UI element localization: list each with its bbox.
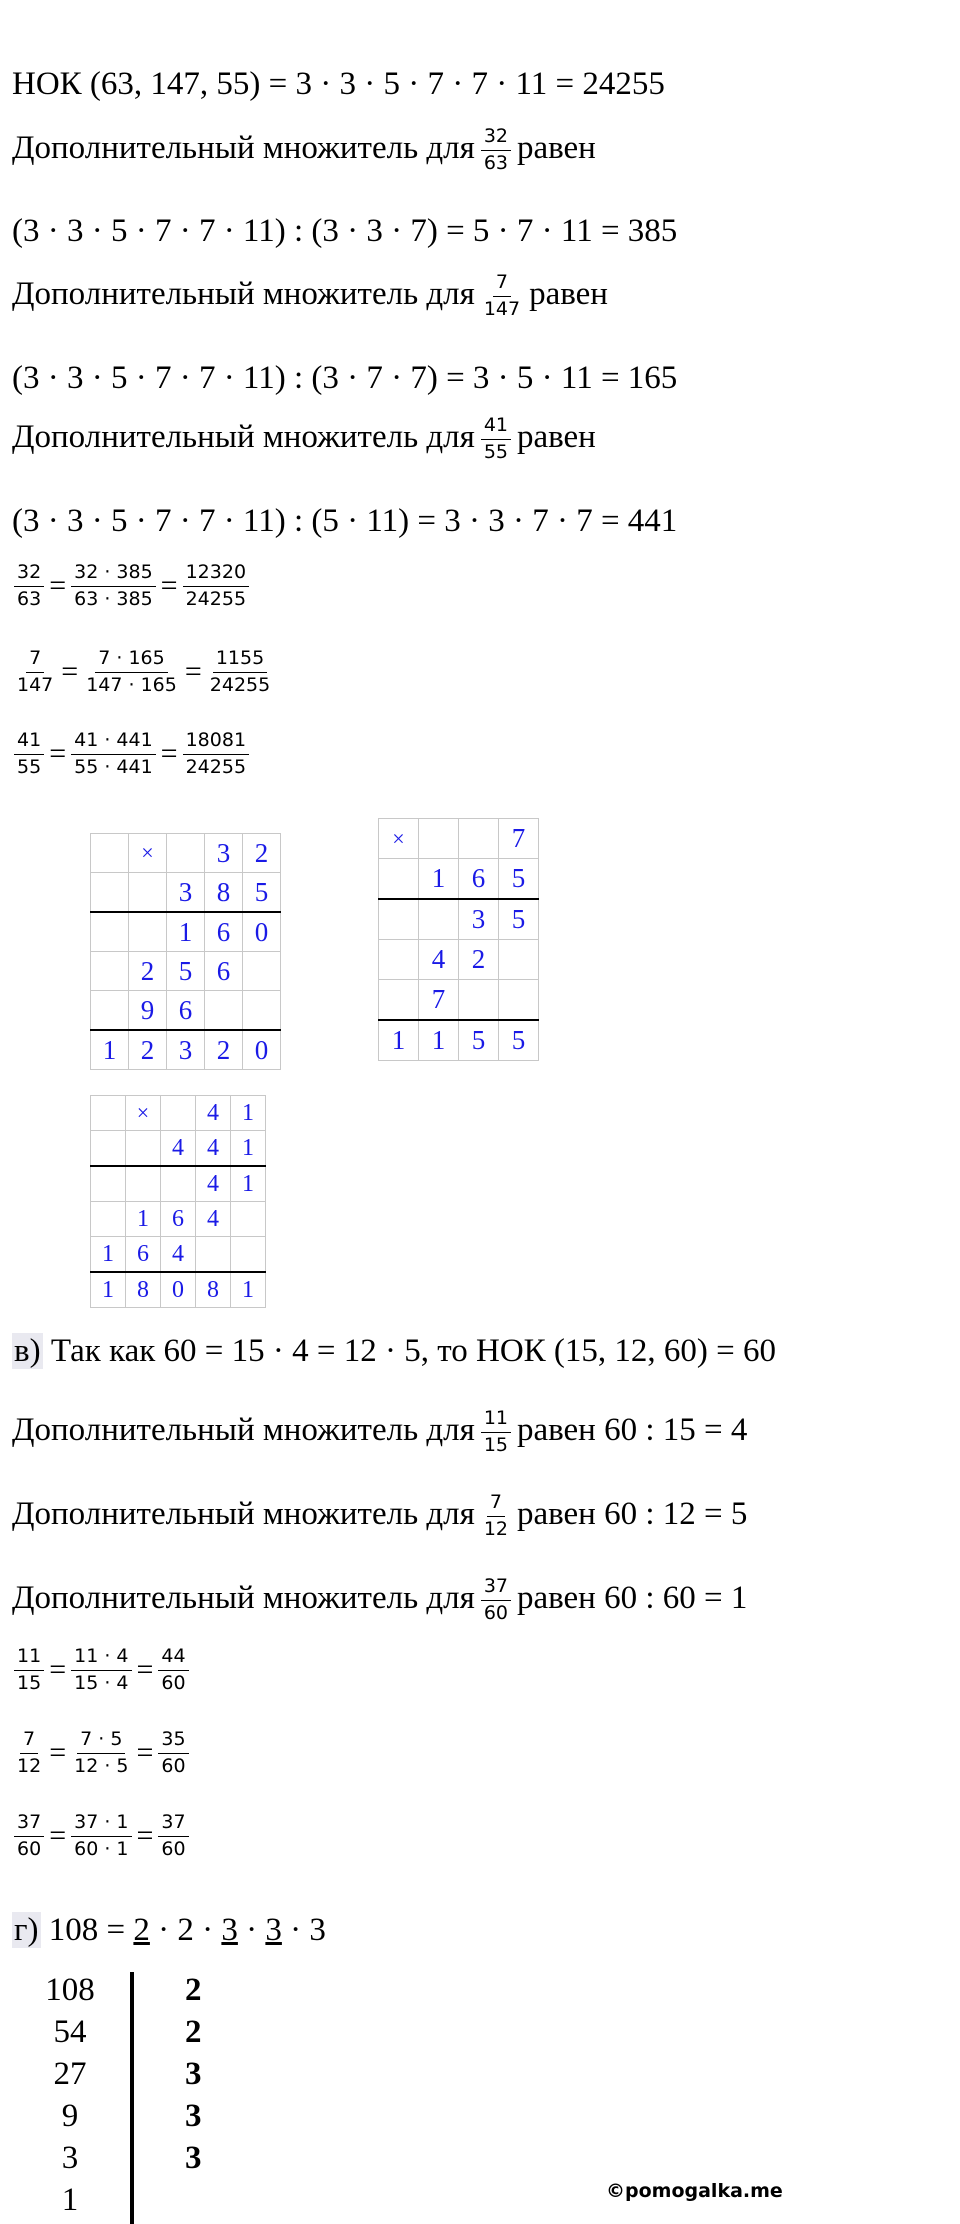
part-v-label: в)	[14, 1333, 41, 1369]
grid-row	[379, 980, 539, 1021]
grid-cell: 1	[231, 1166, 266, 1202]
grid-row	[91, 991, 281, 1031]
grid-cell: 5	[167, 952, 205, 991]
grid-cell	[231, 1237, 266, 1273]
dividend: 27	[53, 2056, 87, 2092]
grid-cell: 5	[243, 873, 281, 913]
grid-cell: 5	[459, 1020, 499, 1061]
grid-cell: ×	[379, 819, 419, 859]
grid-cell	[379, 940, 419, 980]
grid-cell: 1	[231, 1272, 266, 1308]
grid-row	[91, 1030, 281, 1070]
grid-cell: 2	[129, 1030, 167, 1070]
grid-cell: 0	[161, 1272, 196, 1308]
prime-factor: 2	[185, 2014, 202, 2050]
grid-cell	[91, 873, 129, 913]
dividend: 54	[53, 2014, 87, 2050]
grid-cell: 6	[167, 991, 205, 1031]
grid-row	[91, 834, 281, 873]
factorization-table	[30, 1972, 250, 2224]
grid-row	[91, 952, 281, 991]
multiplication-grid-41x441	[90, 1095, 266, 1308]
multiplier-line-3	[12, 415, 596, 464]
grid-cell	[161, 1166, 196, 1202]
grid-cell	[126, 1166, 161, 1202]
grid-cell: 2	[459, 940, 499, 980]
grid-cell	[126, 1131, 161, 1167]
lcm-line: НОК (63, 147, 55) = 3 · 3 · 5 · 7 · 7 · 11 = 24255	[12, 66, 665, 102]
prime-factor: 3	[185, 2140, 202, 2176]
grid-cell: 4	[419, 940, 459, 980]
fraction-conversion-1: $\frac{32}{63}$ = $\frac{32 \cdot 385}{63 \cdot 385}$ = $\frac{12320}{24255}$	[12, 562, 251, 611]
grid-cell: ×	[126, 1096, 161, 1131]
fraction-conversion-v1: $\frac{11}{15}$ = $\frac{11 \cdot 4}{15 \cdot 4}$ = $\frac{44}{60}$	[12, 1646, 191, 1695]
grid-cell: 4	[196, 1096, 231, 1131]
dividend: 1	[61, 2182, 79, 2218]
grid-cell: 6	[205, 952, 243, 991]
multiplication-grid-32x385	[90, 833, 281, 1070]
grid-cell: 2	[205, 1030, 243, 1070]
grid-cell	[91, 912, 129, 952]
multiplier-suffix: равен	[517, 129, 596, 166]
prime-factor: 3	[185, 2056, 202, 2092]
grid-cell	[161, 1096, 196, 1131]
grid-cell: 8	[126, 1272, 161, 1308]
grid-cell	[91, 1166, 126, 1202]
grid-cell	[129, 912, 167, 952]
dividend: 9	[61, 2098, 79, 2134]
fraction: $\frac{37}{60}$	[481, 1576, 511, 1625]
grid-row	[91, 873, 281, 913]
grid-cell	[91, 1131, 126, 1167]
prime-factor: 2	[185, 1972, 202, 2008]
grid-cell: 6	[161, 1202, 196, 1237]
fraction-conversion-3: $\frac{41}{55}$ = $\frac{41 \cdot 441}{55 \cdot 441}$ = $\frac{18081}{24255}$	[12, 730, 251, 779]
grid-cell: 3	[167, 873, 205, 913]
grid-cell	[196, 1237, 231, 1273]
fraction-conversion-v3: $\frac{37}{60}$ = $\frac{37 \cdot 1}{60 \cdot 1}$ = $\frac{37}{60}$	[12, 1812, 191, 1861]
grid-cell: 1	[91, 1030, 129, 1070]
multiplier-suffix: равен	[529, 275, 608, 312]
grid-cell: 1	[419, 859, 459, 900]
grid-cell: 3	[459, 899, 499, 940]
grid-cell	[459, 980, 499, 1021]
grid-cell	[379, 899, 419, 940]
grid-cell: 2	[129, 952, 167, 991]
grid-cell	[499, 980, 539, 1021]
grid-cell	[419, 899, 459, 940]
grid-cell: 2	[243, 834, 281, 873]
grid-cell: 4	[161, 1237, 196, 1273]
part-v-heading	[12, 1335, 776, 1368]
grid-cell: 1	[231, 1096, 266, 1131]
grid-cell	[91, 834, 129, 873]
grid-row	[379, 1020, 539, 1061]
grid-cell: 1	[379, 1020, 419, 1061]
multiplication-grid-7x165	[378, 818, 539, 1061]
grid-cell: 3	[205, 834, 243, 873]
grid-cell	[243, 991, 281, 1031]
grid-cell	[91, 952, 129, 991]
part-g-label: г)	[14, 1912, 39, 1948]
grid-cell	[167, 834, 205, 873]
multiplier-prefix: Дополнительный множитель для	[12, 129, 475, 166]
grid-cell: 8	[196, 1272, 231, 1308]
multiplier-prefix: Дополнительный множитель для	[12, 418, 475, 455]
grid-row	[91, 1237, 266, 1273]
grid-row	[91, 1131, 266, 1167]
grid-row	[91, 1166, 266, 1202]
grid-cell	[129, 873, 167, 913]
grid-cell: 7	[419, 980, 459, 1021]
prime-factor: 3	[185, 2098, 202, 2134]
grid-cell: 0	[243, 1030, 281, 1070]
part-v-text: Так как 60 = 15 · 4 = 12 · 5, то НОК (15, 12, 60) = 60	[42, 1333, 777, 1369]
fraction-conversion-2: $\frac{7}{147}$ = $\frac{7 \cdot 165}{147 \cdot 165}$ = $\frac{1155}{24255}$	[17, 647, 271, 696]
grid-cell	[205, 991, 243, 1031]
fraction: $\frac{11}{15}$	[481, 1408, 511, 1457]
fraction-conversion-v2: $\frac{7}{12}$ = $\frac{7 \cdot 5}{12 \cdot 5}$ = $\frac{35}{60}$	[12, 1729, 191, 1778]
grid-cell: 5	[499, 1020, 539, 1061]
grid-cell: ×	[129, 834, 167, 873]
grid-cell	[91, 991, 129, 1031]
grid-row	[91, 912, 281, 952]
grid-cell: 5	[499, 899, 539, 940]
grid-cell: 1	[126, 1202, 161, 1237]
grid-cell	[231, 1202, 266, 1237]
grid-cell: 9	[129, 991, 167, 1031]
grid-row	[91, 1096, 266, 1131]
multiplier-line-1	[12, 126, 596, 175]
division-line-3: (3 · 3 · 5 · 7 · 7 · 11) : (5 · 11) = 3 · 3 · 7 · 7 = 441	[12, 503, 678, 539]
grid-cell	[379, 980, 419, 1021]
grid-cell: 3	[167, 1030, 205, 1070]
division-line-1: (3 · 3 · 5 · 7 · 7 · 11) : (3 · 3 · 7) = 5 · 7 · 11 = 385	[12, 213, 678, 249]
multiplier-prefix: Дополнительный множитель для	[12, 275, 475, 312]
multiplier-line-v3: Дополнительный множитель для $\frac{37}{60}$ равен 60 : 60 = 1	[12, 1575, 748, 1624]
grid-cell	[91, 1202, 126, 1237]
grid-cell: 8	[205, 873, 243, 913]
grid-row	[379, 940, 539, 980]
fraction: $\frac{41}{55}$	[481, 415, 511, 464]
grid-cell: 1	[231, 1131, 266, 1167]
grid-cell	[419, 819, 459, 859]
grid-cell	[459, 819, 499, 859]
grid-cell: 4	[196, 1166, 231, 1202]
grid-cell: 1	[419, 1020, 459, 1061]
multiplier-suffix: равен	[517, 418, 596, 455]
grid-row	[379, 819, 539, 859]
grid-cell: 1	[91, 1272, 126, 1308]
dividend: 3	[61, 2140, 79, 2176]
grid-cell	[91, 1096, 126, 1131]
grid-cell	[499, 940, 539, 980]
grid-row	[91, 1272, 266, 1308]
fraction: $\frac{32}{63}$	[481, 126, 511, 175]
grid-cell: 4	[196, 1131, 231, 1167]
fraction: $\frac{7}{12}$	[483, 1491, 508, 1540]
watermark: ©pomogalka.me	[606, 2180, 783, 2202]
grid-cell: 1	[91, 1237, 126, 1273]
dividend: 108	[45, 1972, 95, 2008]
grid-cell: 0	[243, 912, 281, 952]
grid-cell: 4	[161, 1131, 196, 1167]
grid-cell: 6	[205, 912, 243, 952]
grid-cell: 1	[167, 912, 205, 952]
multiplier-line-v2: Дополнительный множитель для $\frac{7}{12}$ равен 60 : 12 = 5	[12, 1491, 748, 1540]
grid-cell	[243, 952, 281, 991]
multiplier-line-2	[12, 272, 608, 321]
grid-row	[379, 859, 539, 900]
grid-row	[379, 899, 539, 940]
grid-cell: 6	[459, 859, 499, 900]
grid-cell: 5	[499, 859, 539, 900]
grid-cell: 4	[196, 1202, 231, 1237]
grid-cell: 6	[126, 1237, 161, 1273]
grid-row	[91, 1202, 266, 1237]
multiplier-line-v1: Дополнительный множитель для $\frac{11}{15}$ равен 60 : 15 = 4	[12, 1407, 748, 1456]
grid-cell	[379, 859, 419, 900]
divider-line	[130, 1972, 134, 2224]
division-line-2: (3 · 3 · 5 · 7 · 7 · 11) : (3 · 7 · 7) = 3 · 5 · 11 = 165	[12, 360, 678, 396]
fraction: $\frac{7}{147}$	[483, 271, 521, 320]
grid-cell: 7	[499, 819, 539, 859]
part-g-heading: г) 108 = 2 · 2 · 3 · 3 · 3	[14, 1912, 326, 1948]
